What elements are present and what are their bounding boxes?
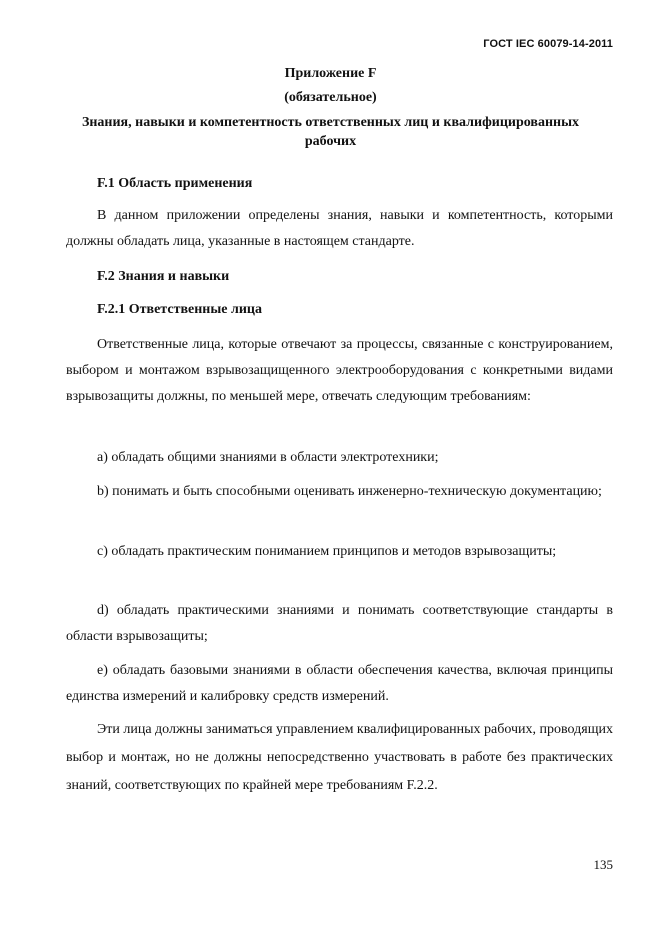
page-number: 135 xyxy=(593,857,613,872)
list-item-e: e) обладать базовыми знаниями в области обеспечения качества, включая принципы единства измерений и калибровку средств измерений. xyxy=(66,663,613,704)
section-f2-title: F.2 Знания и навыки xyxy=(97,269,230,284)
closing-paragraph: Эти лица должны заниматься управлением квалифицированных рабочих, проводящих выбор и монтаж, но не должны непосредственно участвовать в работе без практических знаний, соответствующих по крайней мере требованиям F.2.2. xyxy=(66,722,613,793)
section-f21-paragraph: Ответственные лица, которые отвечают за процессы, связанные с конструированием, выбором и монтажом взрывозащищенного электрооборудования с конкретными видами взрывозащиты должны, по меньшей мере, отвечать следующим требованиям: xyxy=(66,337,613,404)
list-item-a: a) обладать общими знаниями в области электротехники; xyxy=(97,450,439,465)
section-f1-paragraph: В данном приложении определены знания, навыки и компетентность, которыми должны обладать лица, указанные в настоящем стандарте. xyxy=(66,208,613,249)
section-f1-title: F.1 Область применения xyxy=(97,176,253,191)
list-item-d: d) обладать практическими знаниями и понимать соответствующие стандарты в области взрывозащиты; xyxy=(66,603,613,644)
annex-title: Приложение F xyxy=(284,66,377,81)
list-item-b: b) понимать и быть способными оценивать инженерно-техническую документацию; xyxy=(97,484,602,499)
list-item-c: c) обладать практическим пониманием принципов и методов взрывозащиты; xyxy=(97,544,557,559)
document-code: ГОСТ IEC 60079-14-2011 xyxy=(483,38,613,50)
annex-heading: Знания, навыки и компетентность ответственных лиц и квалифицированных рабочих xyxy=(81,115,580,149)
section-f21-title: F.2.1 Ответственные лица xyxy=(97,302,262,317)
annex-status: (обязательное) xyxy=(284,90,377,105)
